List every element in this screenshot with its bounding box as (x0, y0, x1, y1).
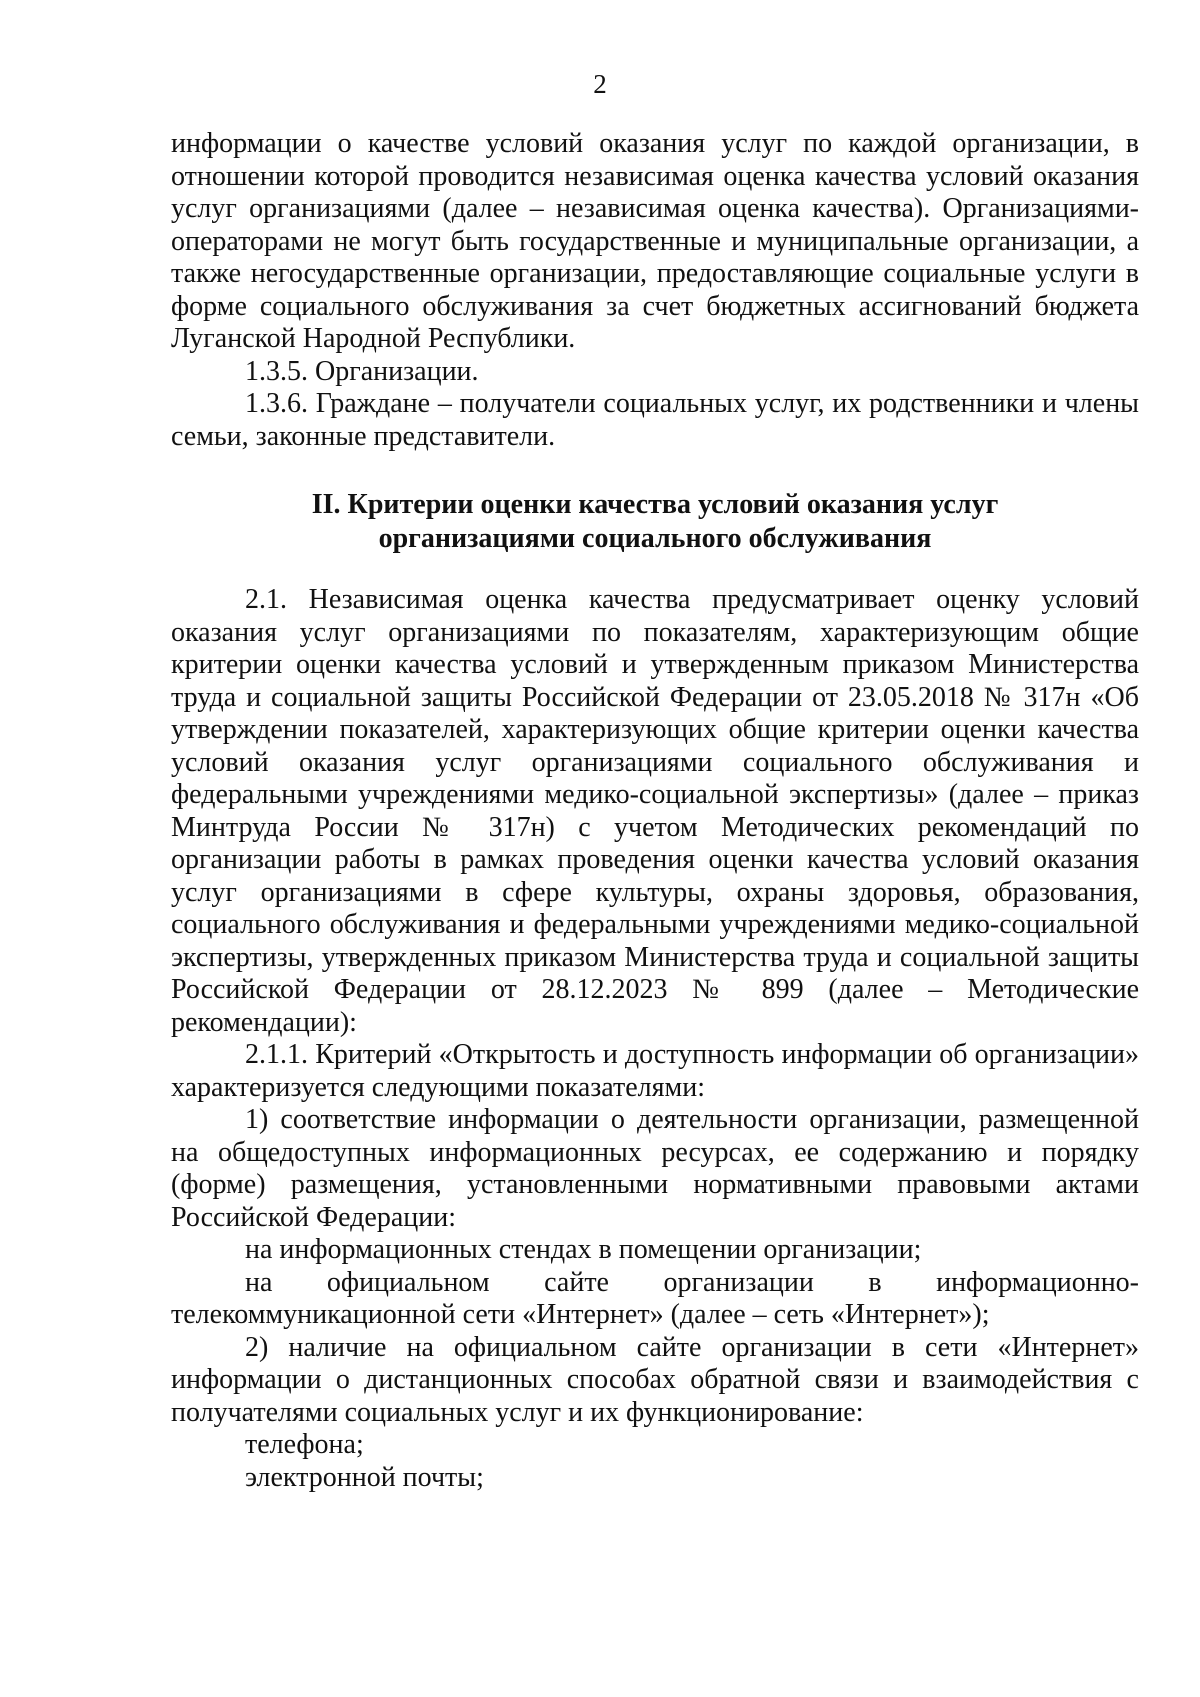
paragraph-continuation: информации о качестве условий оказания услуг по каждой организации, в отношении которой проводится независимая оценка качества условий оказания услуг организациями (далее – независимая оценка качества). Организациями-операторами не могут быть государственные и муниципальные организации, а также негосударственные организации, предоставляющие социальные услуги в форме социального обслуживания за счет бюджетных ассигнований бюджета Луганской Народной Республики. (171, 128, 1139, 354)
list-subitem-email: электронной почты; (245, 1461, 484, 1493)
paragraph-1-3-5: 1.3.5. Организации. (245, 355, 479, 387)
list-subitem-phone: телефона; (245, 1429, 364, 1460)
paragraph-2-1: 2.1. Независимая оценка качества предусматривает оценку условий оказания услуг организациями по показателям, характеризующим общие критерии оценки качества условий и утвержденным приказом Министерства труда и социальной защиты Российской Федерации от 23.05.2018 № 317н «Об утверждении показателей, характеризующих общие критерии оценки качества условий оказания услуг организациями социального обслуживания и федеральными учреждениями медико-социальной экспертизы» (далее – приказ Минтруда России № 317н) с учетом Методических рекомендаций по организации работы в рамках проведения оценки качества условий оказания услуг организациями в сфере культуры, охраны здоровья, образования, социального обслуживания и федеральными учреждениями медико-социальной экспертизы, утвержденных приказом Министерства труда и социальной защиты Российской Федерации от 28.12.2023 № 899 (далее – Методические рекомендации): (171, 584, 1139, 1038)
section-heading (171, 488, 1139, 556)
list-item-2: 2) наличие на официальном сайте организации в сети «Интернет» информации о дистанционных способах обратной связи и взаимодействия с получателями социальных услуг и их функционирование: (171, 1331, 1139, 1428)
main-text-block (171, 584, 1139, 1494)
section-heading-line-1: II. Критерии оценки качества условий оказания услуг (311, 489, 999, 520)
list-subitem-website: на официальном сайте организации в информационно-телекоммуникационной сети «Интернет» (далее – сеть «Интернет»); (171, 1266, 1139, 1330)
list-item-1: 1) соответствие информации о деятельности организации, размещенной на общедоступных информационных ресурсах, ее содержанию и порядку (форме) размещения, установленными нормативными правовыми актами Российской Федерации: (171, 1104, 1139, 1233)
page-number: 2 (593, 69, 607, 99)
paragraph-1-3-6: 1.3.6. Граждане – получатели социальных услуг, их родственники и члены семьи, законные представители. (171, 388, 1139, 452)
section-heading-line-2: организациями социального обслуживания (378, 523, 932, 554)
top-text-block (171, 128, 1139, 453)
list-subitem-stands: на информационных стендах в помещении организации; (245, 1234, 922, 1265)
paragraph-2-1-1: 2.1.1. Критерий «Открытость и доступность информации об организации» характеризуется следующими показателями: (171, 1039, 1139, 1103)
